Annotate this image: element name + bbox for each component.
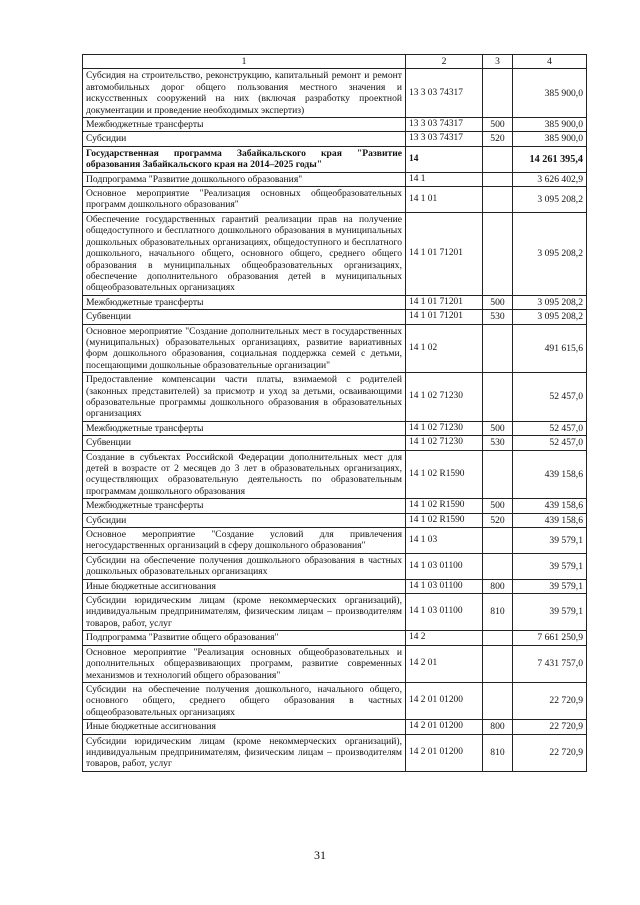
- row-name-cell: Основное мероприятие "Создание условий для привлечения негосударственных организаций в сферу дошкольного образования": [83, 528, 406, 554]
- row-code-cell: 14 1 02 R1590: [406, 513, 483, 527]
- table-row: [83, 324, 587, 373]
- row-name-cell: Субсидии на обеспечение получения дошкольного, начального общего, основного общего, среднего общего образования в частных общеобразовательных организациях: [83, 682, 406, 719]
- table-row: [83, 118, 587, 132]
- table-row: [83, 69, 587, 118]
- table-row: [83, 720, 587, 734]
- table-row: [83, 631, 587, 645]
- row-type-cell: [483, 373, 513, 422]
- row-code-cell: 13 3 03 74317: [406, 118, 483, 132]
- row-amount-cell: 52 457,0: [513, 373, 587, 422]
- row-type-cell: 500: [483, 499, 513, 513]
- row-amount-cell: 3 626 402,9: [513, 172, 587, 186]
- table-row: [83, 295, 587, 309]
- row-name-cell: Государственная программа Забайкальского края "Развитие образования Забайкальского края на 2014–2025 годы": [83, 146, 406, 172]
- row-code-cell: 14 2 01 01200: [406, 734, 483, 771]
- table-row: [83, 132, 587, 146]
- row-type-cell: 810: [483, 734, 513, 771]
- row-code-cell: 14 1 02: [406, 324, 483, 373]
- row-code-cell: 14 1 03 01100: [406, 594, 483, 631]
- row-type-cell: 520: [483, 132, 513, 146]
- row-code-cell: 14 2: [406, 631, 483, 645]
- header-col-1: 1: [83, 55, 406, 69]
- row-amount-cell: 3 095 208,2: [513, 187, 587, 213]
- row-amount-cell: 39 579,1: [513, 553, 587, 579]
- row-name-cell: Субсидии на обеспечение получения дошкольного образования в частных дошкольных образовательных организациях: [83, 553, 406, 579]
- row-code-cell: 14 2 01 01200: [406, 720, 483, 734]
- header-col-2: 2: [406, 55, 483, 69]
- row-name-cell: Межбюджетные трансферты: [83, 499, 406, 513]
- row-type-cell: [483, 212, 513, 295]
- row-name-cell: Основное мероприятие "Реализация основных общеобразовательных и дополнительных общеразвивающих программ, развитие современных механизмов и технологий общего образования": [83, 645, 406, 682]
- row-amount-cell: 3 095 208,2: [513, 295, 587, 309]
- table-row: [83, 528, 587, 554]
- table-row: [83, 172, 587, 186]
- table-row: [83, 187, 587, 213]
- header-col-3: 3: [483, 55, 513, 69]
- page-number: 31: [314, 848, 326, 862]
- row-amount-cell: 7 431 757,0: [513, 645, 587, 682]
- row-type-cell: [483, 682, 513, 719]
- budget-table-sheet: [82, 54, 586, 772]
- row-code-cell: 14 1 02 R1590: [406, 450, 483, 499]
- row-amount-cell: 39 579,1: [513, 594, 587, 631]
- row-code-cell: 14: [406, 146, 483, 172]
- row-code-cell: 14 1 03: [406, 528, 483, 554]
- row-type-cell: [483, 553, 513, 579]
- row-code-cell: 14 1 01 71201: [406, 212, 483, 295]
- row-name-cell: Субсидия на строительство, реконструкцию, капитальный ремонт и ремонт автомобильных дорог общего пользования местного значения и искусственных сооружений на них (включая разработку проектной документации и проведение необходимых экспертиз): [83, 69, 406, 118]
- row-amount-cell: 385 900,0: [513, 69, 587, 118]
- row-name-cell: Подпрограмма "Развитие дошкольного образования": [83, 172, 406, 186]
- row-name-cell: Предоставление компенсации части платы, взимаемой с родителей (законных представителей) за присмотр и уход за детьми, осваивающими образовательные программы дошкольного образования в образовательных организациях: [83, 373, 406, 422]
- row-name-cell: Создание в субъектах Российской Федерации дополнительных мест для детей в возрасте от 2 месяцев до 3 лет в образовательных организациях, осуществляющих образовательную деятельность по образовательным программам дошкольного образования: [83, 450, 406, 499]
- row-name-cell: Подпрограмма "Развитие общего образования": [83, 631, 406, 645]
- row-name-cell: Субвенции: [83, 436, 406, 450]
- row-name-cell: Межбюджетные трансферты: [83, 118, 406, 132]
- budget-table: [82, 54, 587, 772]
- table-row: [83, 499, 587, 513]
- row-amount-cell: 439 158,6: [513, 513, 587, 527]
- row-name-cell: Основное мероприятие "Создание дополнительных мест в государственных (муниципальных) образовательных организациях, развитие вариативных форм дошкольного образования, социальная поддержка семей с детьми, посещающими дошкольные образовательные организации": [83, 324, 406, 373]
- row-amount-cell: 385 900,0: [513, 118, 587, 132]
- row-code-cell: 14 1 03 01100: [406, 553, 483, 579]
- row-type-cell: [483, 450, 513, 499]
- table-row: [83, 421, 587, 435]
- row-amount-cell: 22 720,9: [513, 720, 587, 734]
- table-row: [83, 513, 587, 527]
- row-name-cell: Основное мероприятие "Реализация основных общеобразовательных программ дошкольного образования": [83, 187, 406, 213]
- row-name-cell: Субсидии: [83, 132, 406, 146]
- header-col-4: 4: [513, 55, 587, 69]
- row-code-cell: 14 1 01 71201: [406, 310, 483, 324]
- row-name-cell: Обеспечение государственных гарантий реализации прав на получение общедоступного и бесплатного дошкольного образования в муниципальных дошкольных образовательных организациях, общедоступного и бесплатного дошкольного, начального общего, основного общего, среднего общего образования в муниципальных общеобразовательных организациях, обеспечение дополнительного образования детей в муниципальных общеобразовательных организациях: [83, 212, 406, 295]
- table-row: [83, 645, 587, 682]
- row-name-cell: Субвенции: [83, 310, 406, 324]
- row-name-cell: Субсидии юридическим лицам (кроме некоммерческих организаций), индивидуальным предпринимателям, физическим лицам – производителям товаров, работ, услуг: [83, 594, 406, 631]
- table-row: [83, 553, 587, 579]
- row-code-cell: 14 1 02 71230: [406, 421, 483, 435]
- row-amount-cell: 7 661 250,9: [513, 631, 587, 645]
- row-amount-cell: 439 158,6: [513, 499, 587, 513]
- row-type-cell: 530: [483, 310, 513, 324]
- row-type-cell: 520: [483, 513, 513, 527]
- row-amount-cell: 3 095 208,2: [513, 212, 587, 295]
- row-type-cell: [483, 146, 513, 172]
- row-code-cell: 13 3 03 74317: [406, 132, 483, 146]
- row-code-cell: 14 1 03 01100: [406, 579, 483, 593]
- row-type-cell: [483, 172, 513, 186]
- table-row: [83, 734, 587, 771]
- table-row: [83, 594, 587, 631]
- table-row: [83, 373, 587, 422]
- table-row: [83, 146, 587, 172]
- row-amount-cell: 3 095 208,2: [513, 310, 587, 324]
- row-type-cell: [483, 528, 513, 554]
- row-amount-cell: 52 457,0: [513, 421, 587, 435]
- row-code-cell: 13 3 03 74317: [406, 69, 483, 118]
- table-header-row: [83, 55, 587, 69]
- row-amount-cell: 52 457,0: [513, 436, 587, 450]
- row-type-cell: 810: [483, 594, 513, 631]
- row-code-cell: 14 1 01: [406, 187, 483, 213]
- row-type-cell: [483, 645, 513, 682]
- row-type-cell: [483, 631, 513, 645]
- row-name-cell: Субсидии: [83, 513, 406, 527]
- budget-table-body: [83, 55, 587, 772]
- table-row: [83, 436, 587, 450]
- row-amount-cell: 39 579,1: [513, 528, 587, 554]
- row-amount-cell: 385 900,0: [513, 132, 587, 146]
- row-type-cell: [483, 187, 513, 213]
- row-code-cell: 14 2 01: [406, 645, 483, 682]
- row-type-cell: 800: [483, 579, 513, 593]
- row-type-cell: 530: [483, 436, 513, 450]
- row-amount-cell: 39 579,1: [513, 579, 587, 593]
- row-amount-cell: 22 720,9: [513, 734, 587, 771]
- table-row: [83, 212, 587, 295]
- row-amount-cell: 491 615,6: [513, 324, 587, 373]
- row-code-cell: 14 1 02 R1590: [406, 499, 483, 513]
- row-code-cell: 14 1 01 71201: [406, 295, 483, 309]
- row-name-cell: Межбюджетные трансферты: [83, 421, 406, 435]
- row-name-cell: Иные бюджетные ассигнования: [83, 579, 406, 593]
- row-code-cell: 14 1 02 71230: [406, 373, 483, 422]
- row-name-cell: Иные бюджетные ассигнования: [83, 720, 406, 734]
- row-name-cell: Межбюджетные трансферты: [83, 295, 406, 309]
- row-amount-cell: 14 261 395,4: [513, 146, 587, 172]
- row-amount-cell: 439 158,6: [513, 450, 587, 499]
- row-type-cell: [483, 69, 513, 118]
- row-type-cell: 500: [483, 118, 513, 132]
- row-type-cell: 500: [483, 295, 513, 309]
- row-type-cell: 800: [483, 720, 513, 734]
- row-type-cell: [483, 324, 513, 373]
- row-name-cell: Субсидии юридическим лицам (кроме некоммерческих организаций), индивидуальным предпринимателям, физическим лицам – производителям товаров, работ, услуг: [83, 734, 406, 771]
- row-code-cell: 14 1: [406, 172, 483, 186]
- table-row: [83, 310, 587, 324]
- row-type-cell: 500: [483, 421, 513, 435]
- table-row: [83, 579, 587, 593]
- table-row: [83, 682, 587, 719]
- row-code-cell: 14 1 02 71230: [406, 436, 483, 450]
- table-row: [83, 450, 587, 499]
- row-code-cell: 14 2 01 01200: [406, 682, 483, 719]
- row-amount-cell: 22 720,9: [513, 682, 587, 719]
